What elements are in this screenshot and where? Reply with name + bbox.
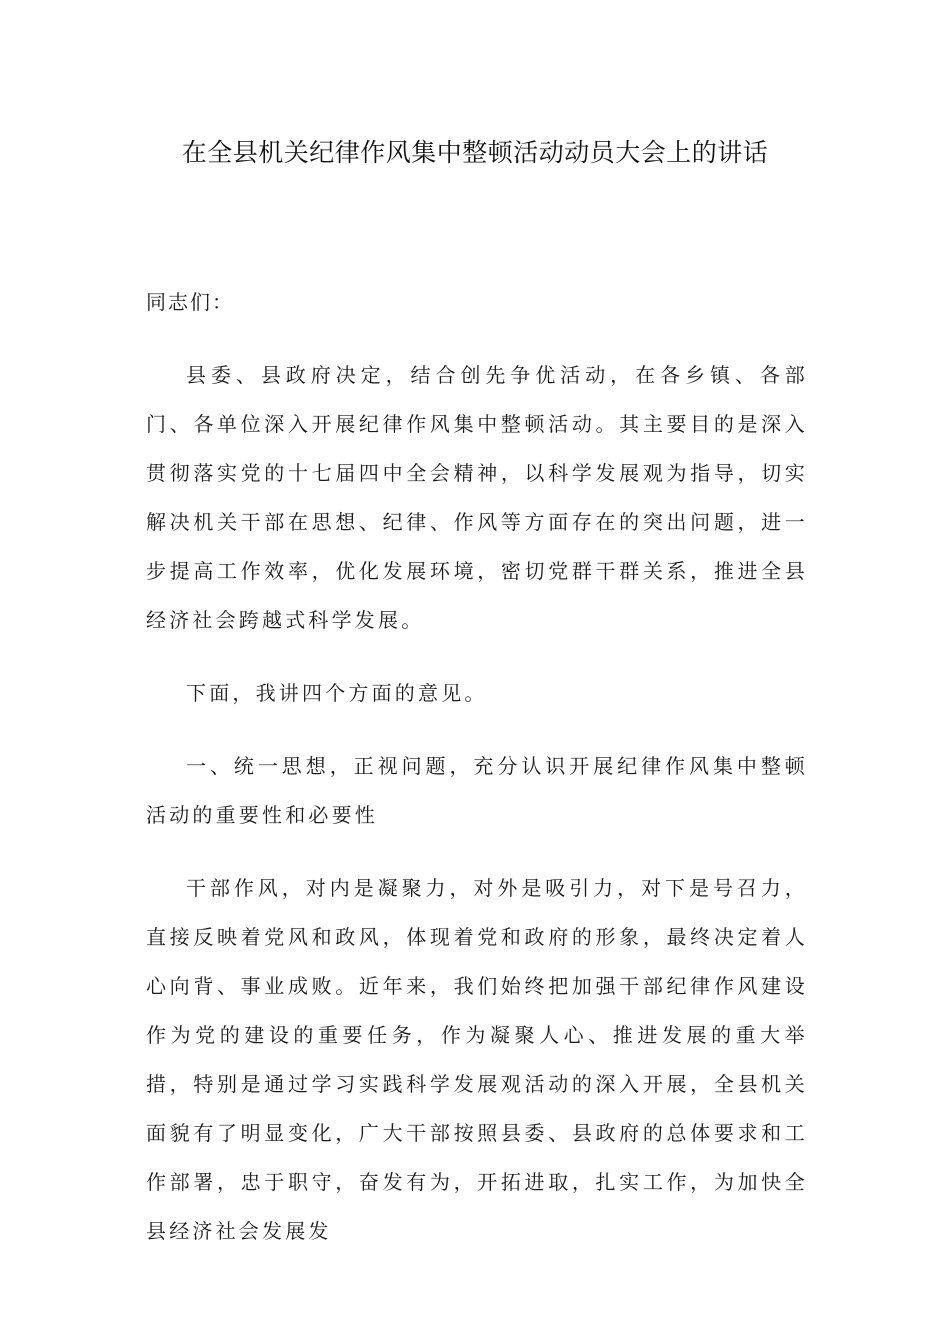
salutation: 同志们： bbox=[146, 290, 234, 314]
paragraph-outline: 下面，我讲四个方面的意见。 bbox=[186, 681, 488, 705]
paragraph-intro: 县委、县政府决定，结合创先争优活动，在各乡镇、各部门、各单位深入开展纪律作风集中整顿活动。其主要目的是深入贯彻落实党的十七届四中全会精神，以科学发展观为指导，切实解决机关干部在思想、纪律、作风等方面存在的突出问题，进一步提高工作效率，优化发展环境，密切党群干群关系，推进全县经济社会跨越式科学发展。 bbox=[146, 363, 808, 632]
document-title: 在全县机关纪律作风集中整顿活动动员大会上的讲话 bbox=[181, 138, 769, 167]
paragraph-cadre-style: 干部作风，对内是凝聚力，对外是吸引力，对下是号召力，直接反映着党风和政风，体现着党和政府的形象，最终决定着人心向背、事业成败。近年来，我们始终把加强干部纪律作风建设作为党的建设的重要任务，作为凝聚人心、推进发展的重大举措，特别是通过学习实践科学发展观活动的深入开展，全县机关面貌有了明显变化，广大干部按照县委、县政府的总体要求和工作部署，忠于职守，奋发有为，开拓进取，扎实工作，为加快全县经济社会发展发 bbox=[146, 876, 808, 1243]
section-heading-one: 一、统一思想，正视问题，充分认识开展纪律作风集中整顿活动的重要性和必要性 bbox=[146, 754, 808, 827]
document-body bbox=[146, 278, 808, 1280]
